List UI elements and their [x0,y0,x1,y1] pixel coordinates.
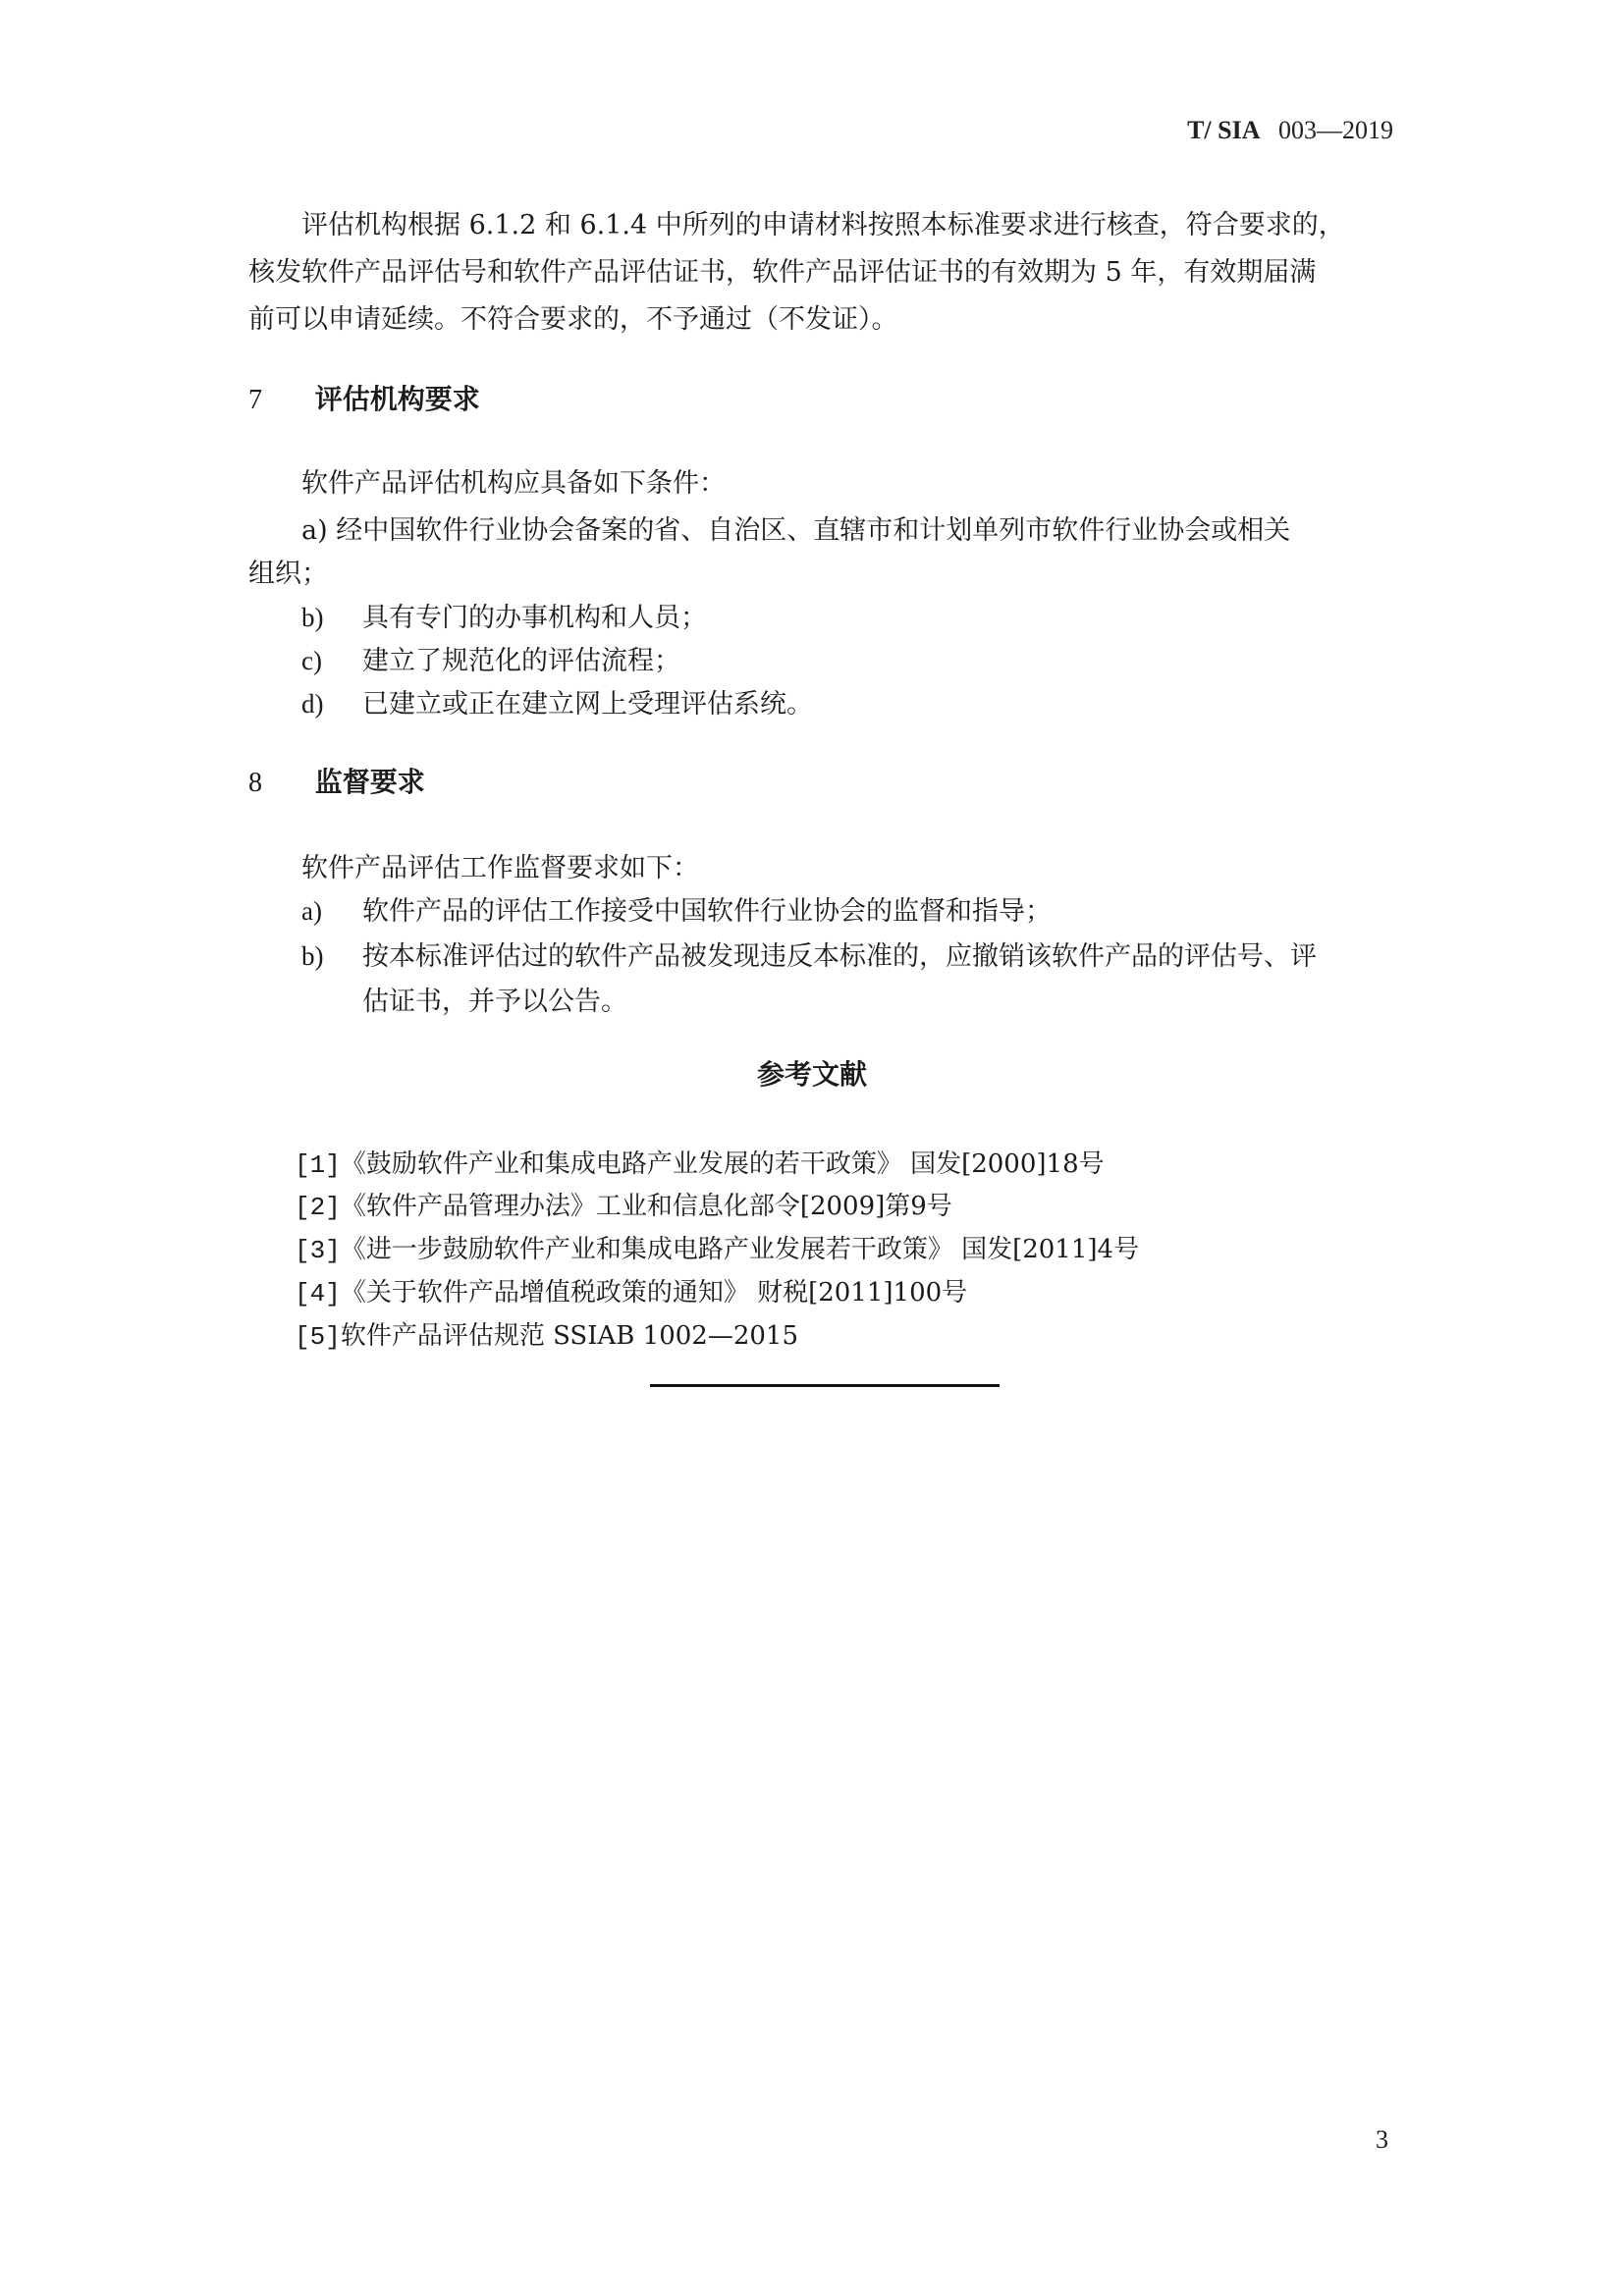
reference-number: [1] [295,1150,341,1180]
section-7-item-c [301,639,680,677]
section-8-item-b-cont: 估证书，并予以公告。 [362,987,627,1017]
section-7-item-b [301,596,707,634]
reference-item [295,1229,1139,1265]
list-text: 具有专门的办事机构和人员； [362,603,707,633]
references-title: 参考文献 [756,1058,867,1091]
reference-number: [3] [295,1236,341,1265]
section-7-item-a-cont: 组织； [248,559,328,589]
section-number: 8 [248,768,262,798]
section-8-heading [248,761,425,800]
reference-item [295,1144,1105,1180]
list-label: b) [301,941,324,971]
standard-code: T/ SIA [1187,116,1261,144]
section-7-heading [248,378,480,417]
reference-number: [5] [295,1322,341,1352]
page-number: 3 [1376,2125,1388,2154]
section-8-intro: 软件产品评估工作监督要求如下： [301,853,699,883]
list-text: 软件产品的评估工作接受中国软件行业协会的监督和指导； [362,896,1052,927]
section-7-intro: 软件产品评估机构应具备如下条件： [301,468,726,499]
list-label: c) [301,646,322,675]
reference-text: 《软件产品管理办法》工业和信息化部令[2009]第9号 [340,1192,952,1221]
document-header [1187,116,1393,145]
section-title: 监督要求 [314,766,425,798]
list-text: 建立了规范化的评估流程； [362,646,680,676]
section-7-item-a: a) 经中国软件行业协会备案的省、自治区、直辖市和计划单列市软件行业协会或相关 [301,515,1291,546]
paragraph-line: 核发软件产品评估号和软件产品评估证书，软件产品评估证书的有效期为 5 年，有效期届满 [248,257,1317,288]
list-text: 已建立或正在建立网上受理评估系统。 [362,689,813,720]
list-label: b) [301,603,324,632]
reference-text: 《进一步鼓励软件产业和集成电路产业发展若干政策》 国发[2011]4号 [340,1235,1140,1264]
end-rule [650,1384,1000,1387]
list-text: 按本标准评估过的软件产品被发现违反本标准的，应撤销该软件产品的评估号、评 [362,941,1317,972]
standard-number: 003—2019 [1278,116,1393,144]
section-number: 7 [248,385,262,415]
reference-item [295,1186,952,1222]
reference-item [295,1315,798,1352]
paragraph-line: 前可以申请延续。不符合要求的，不予通过（不发证）。 [248,304,898,335]
reference-text: 软件产品评估规范 SSIAB 1002—2015 [340,1321,798,1351]
section-8-item-a [301,889,1052,928]
reference-number: [4] [295,1279,341,1308]
paragraph-line: 评估机构根据 6.1.2 和 6.1.4 中所列的申请材料按照本标准要求进行核查，符合要求的， [301,210,1345,240]
reference-number: [2] [295,1193,341,1222]
reference-item [295,1272,967,1308]
reference-text: 《关于软件产品增值税政策的通知》 财税[2011]100号 [340,1278,968,1308]
section-7-item-d [301,682,813,721]
section-8-item-b [301,934,1317,973]
list-label: a) [301,896,322,926]
section-title: 评估机构要求 [314,383,480,415]
reference-text: 《鼓励软件产业和集成电路产业发展的若干政策》 国发[2000]18号 [340,1149,1105,1179]
list-label: d) [301,689,324,719]
